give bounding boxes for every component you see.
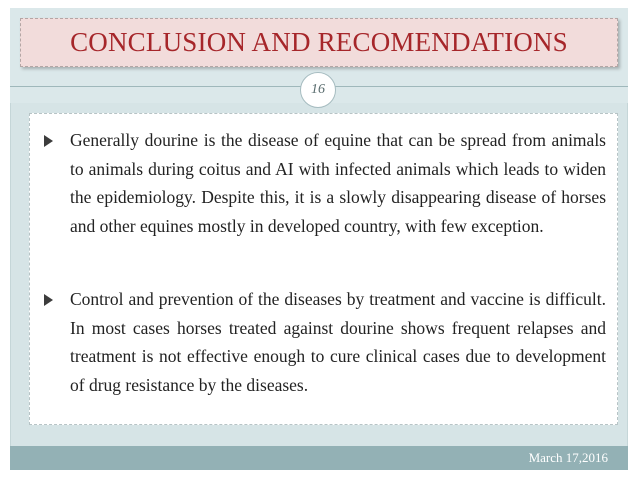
bullet-item	[44, 126, 606, 240]
slide-title: CONCLUSION AND RECOMENDATIONS	[70, 27, 568, 57]
slide-date: March 17,2016	[528, 450, 608, 465]
bullet-text: Generally dourine is the disease of equine that can be spread from animals to animals during coitus and AI with infected animals which leads to widen the epidemiology. Despite this, it is a slowly disappearing disease of horses and other equines mostly in developed country, with few exception.	[70, 130, 606, 236]
title-box	[20, 18, 618, 67]
content-box	[29, 113, 618, 425]
bullet-text: Control and prevention of the diseases by treatment and vaccine is difficult. In most cases horses treated against dourine shows frequent relapses and treatment is not effective enough to cure clinical cases due to development of drug resistance by the diseases.	[70, 289, 606, 395]
bullet-item	[44, 285, 606, 399]
page-number: 16	[311, 82, 325, 97]
triangle-bullet-icon	[44, 294, 53, 306]
triangle-bullet-icon	[44, 135, 53, 147]
page-number-badge	[300, 72, 336, 108]
